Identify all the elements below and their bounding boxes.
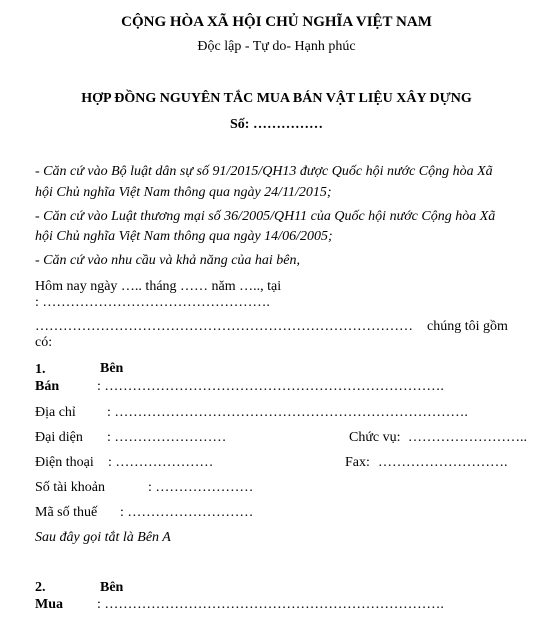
intro-date-line: Hôm nay ngày ….. tháng …… năm ….., tại: [35, 279, 282, 294]
contract-title: HỢP ĐỒNG NGUYÊN TẮC MUA BÁN VẬT LIỆU XÂY DỰNG: [81, 91, 472, 106]
party-b-label-mua: Mua: [35, 597, 63, 612]
party-a-rep-label: Đại diện: [35, 430, 83, 445]
party-a-alias: Sau đây gọi tắt là Bên A: [35, 530, 171, 545]
party-b-number: 2.: [35, 580, 46, 595]
party-a-fax-label: Fax:: [345, 455, 370, 470]
party-a-account-dots: : …………………: [148, 480, 254, 495]
intro-continuation-dots: ………………………………………………………………………: [35, 319, 413, 334]
party-a-address-dots: : ………………………………………………………………….: [107, 405, 468, 420]
party-b-label-ben: Bên: [100, 580, 124, 595]
basis-civil-code-line1: - Căn cứ vào Bộ luật dân sự số 91/2015/QH13 được Quốc hội nước Cộng hòa Xã: [35, 164, 493, 179]
contract-number: Số: ……………: [230, 117, 323, 132]
party-a-label-ben: Bên: [100, 361, 124, 376]
party-a-address-label: Địa chỉ: [35, 405, 76, 420]
intro-have: có:: [35, 335, 53, 350]
basis-commercial-law-line1: - Căn cứ vào Luật thương mại số 36/2005/QH11 của Quốc hội nước Cộng hòa Xã: [35, 209, 496, 224]
party-a-tax-label: Mã số thuế: [35, 505, 98, 520]
party-a-tax-dots: : ………………………: [120, 505, 254, 520]
party-a-name-dots: : ……………………………………………………………….: [97, 379, 444, 394]
intro-place-dots: : ………………………………………….: [35, 295, 270, 310]
party-a-account-label: Số tài khoản: [35, 480, 105, 495]
basis-commercial-law-line2: hội Chủ nghĩa Việt Nam thông qua ngày 14/06/2005;: [35, 229, 333, 244]
party-a-phone-label: Điện thoại: [35, 455, 94, 470]
party-a-rep-dots: : ……………………: [107, 430, 227, 445]
basis-civil-code-line2: hội Chủ nghĩa Việt Nam thông qua ngày 24/11/2015;: [35, 185, 332, 200]
party-a-position-dots: ……………………..: [408, 430, 527, 445]
party-b-name-dots: : ……………………………………………………………….: [97, 597, 444, 612]
basis-needs: - Căn cứ vào nhu cầu và khả năng của hai bên,: [35, 253, 301, 268]
intro-we-include: chúng tôi gồm: [427, 319, 508, 334]
country-heading: CỘNG HÒA XÃ HỘI CHỦ NGHĨA VIỆT NAM: [121, 14, 432, 30]
motto: Độc lập - Tự do- Hạnh phúc: [197, 39, 356, 54]
party-a-fax-dots: ……………………….: [378, 455, 508, 470]
party-a-label-ban: Bán: [35, 379, 60, 394]
party-a-position-label: Chức vụ:: [349, 430, 401, 445]
party-a-phone-dots: : …………………: [108, 455, 214, 470]
party-a-number: 1.: [35, 362, 46, 377]
